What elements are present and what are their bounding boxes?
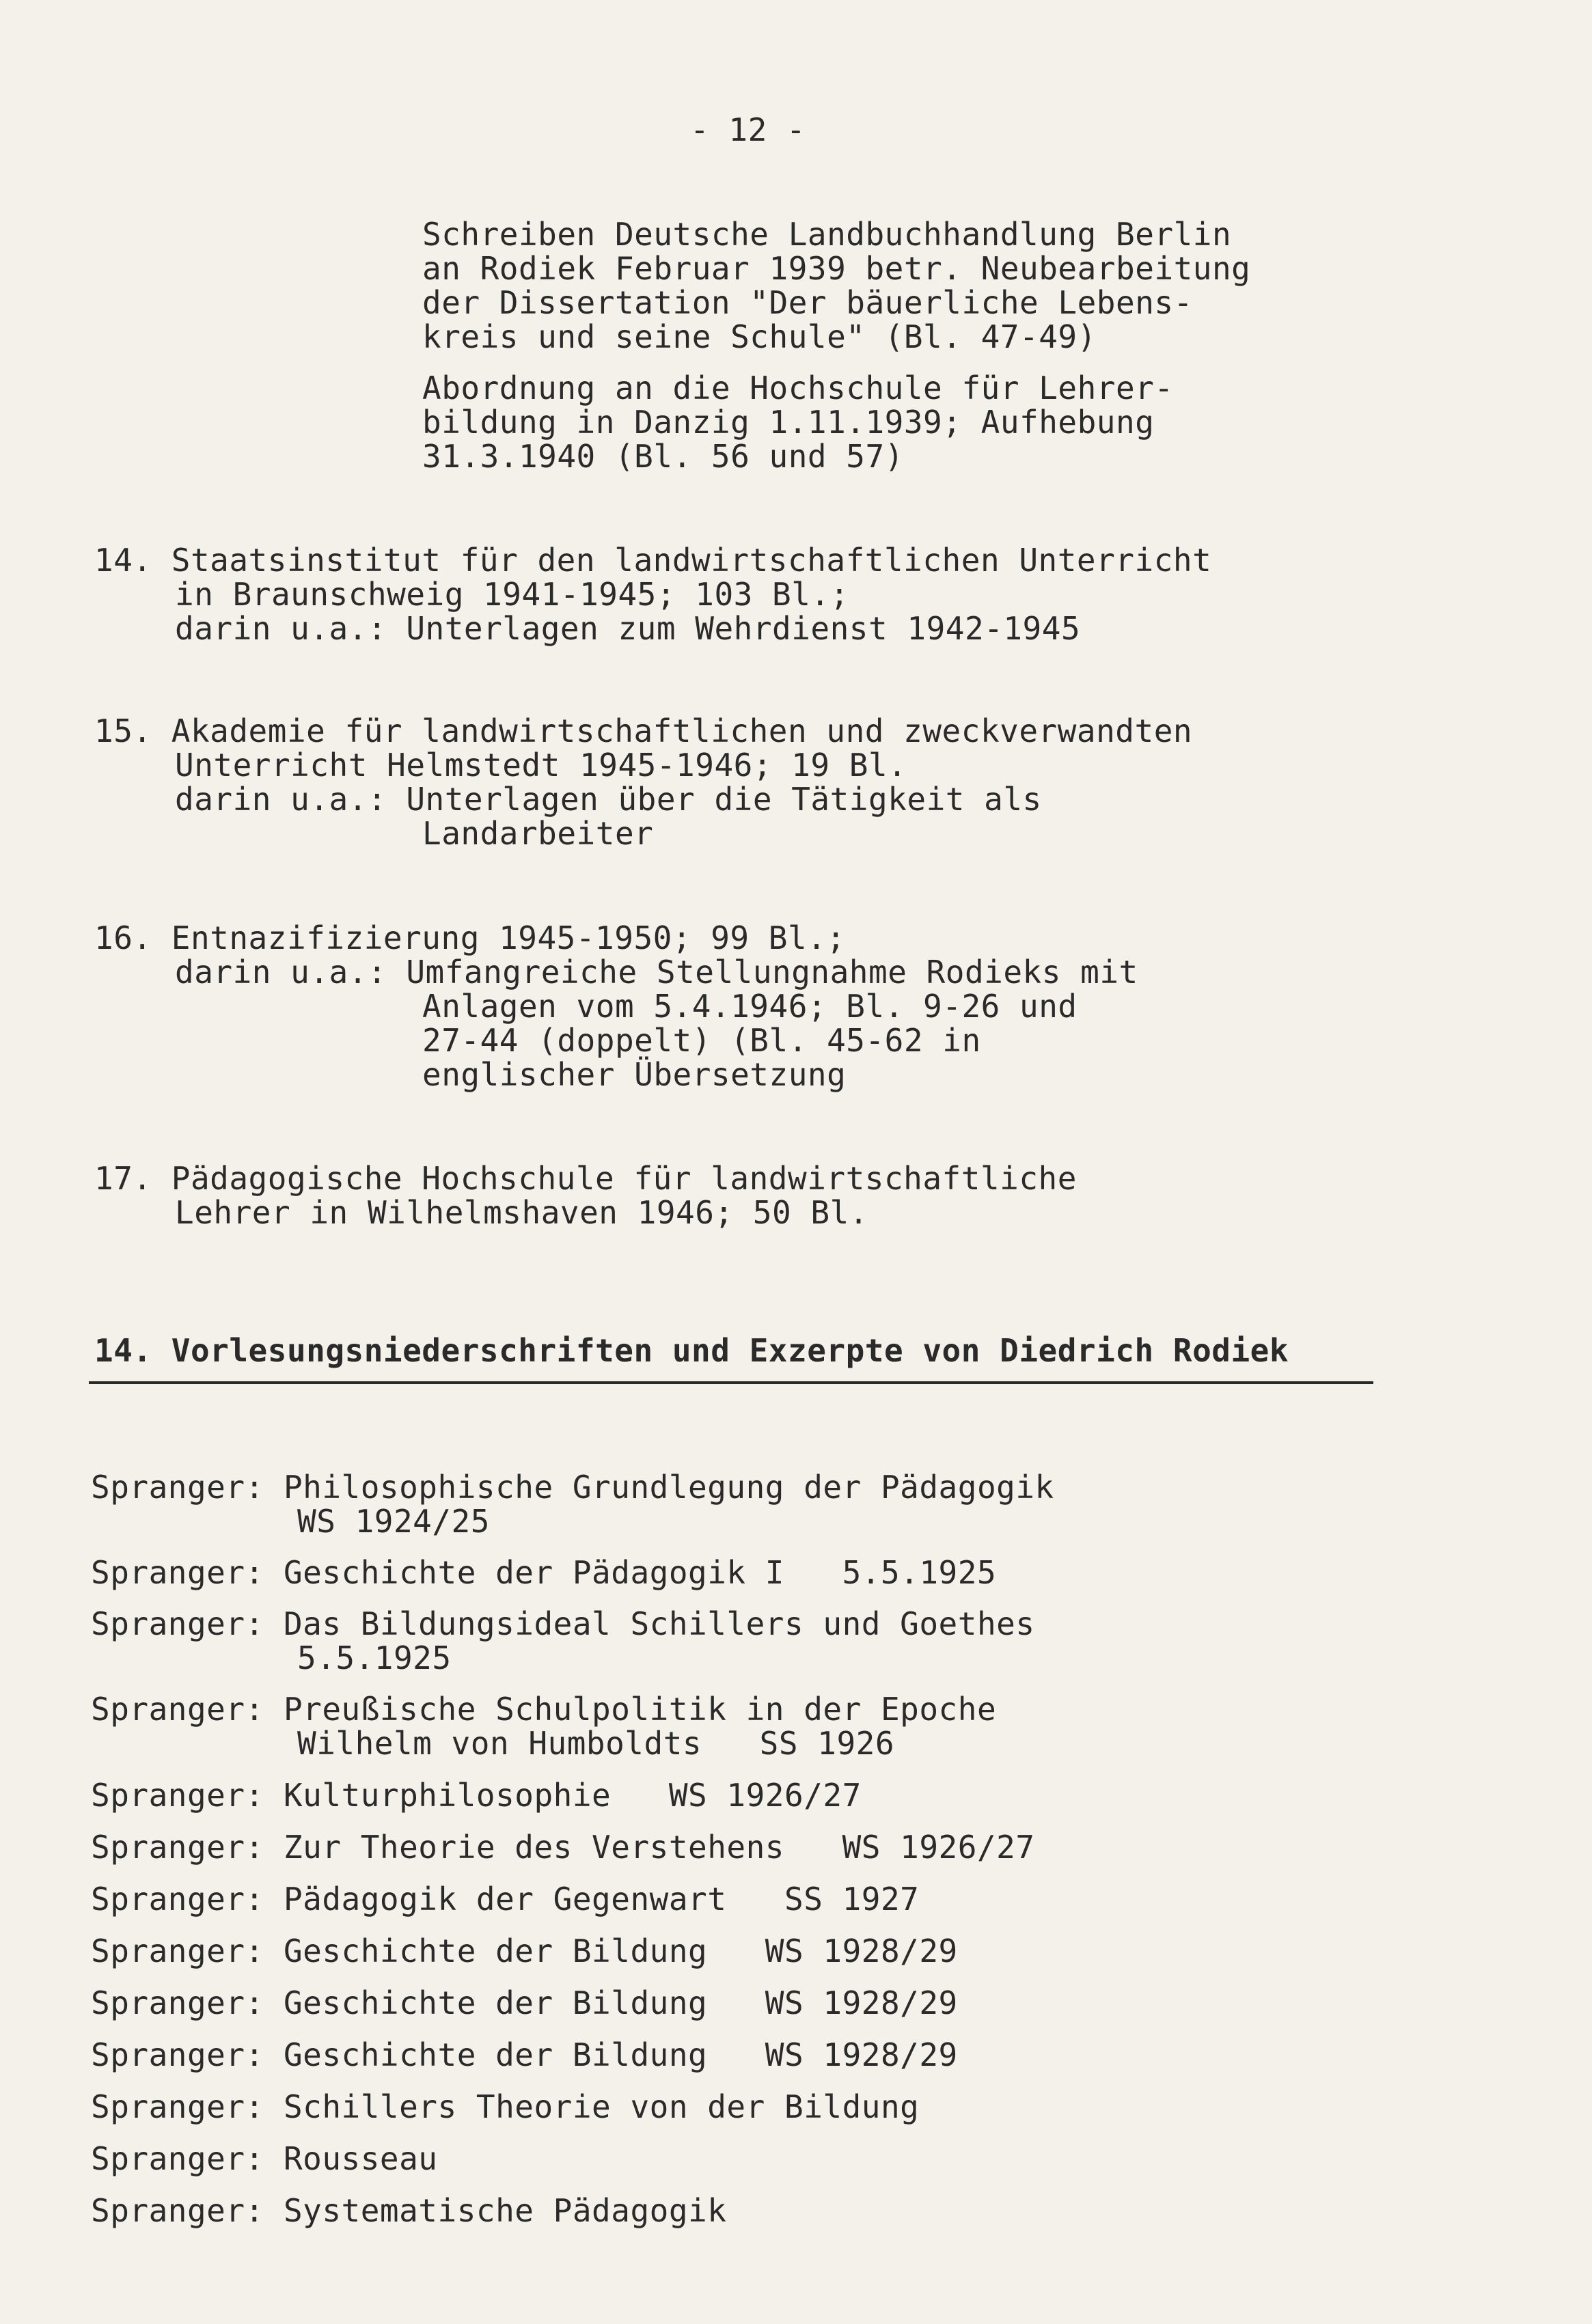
lecture-item-cont: 5.5.1925 — [297, 1640, 452, 1676]
text-line: Unterricht Helmstedt 1945-1946; 19 Bl. — [175, 747, 907, 784]
lecture-item: Spranger: Systematische Pädagogik — [91, 2192, 727, 2229]
lecture-item: Spranger: Geschichte der Pädagogik I 5.5.1925 — [91, 1554, 997, 1591]
lecture-item: Spranger: Zur Theorie des Verstehens WS 1926/27 — [91, 1829, 1035, 1866]
entry-15-title: 15. Akademie für landwirtschaftlichen und zweckverwandten — [94, 713, 1193, 749]
entry-14-title: 14. Staatsinstitut für den landwirtschaftlichen Unterricht — [94, 542, 1212, 579]
text-line: in Braunschweig 1941-1945; 103 Bl.; — [175, 576, 849, 613]
entry-17-title: 17. Pädagogische Hochschule für landwirtschaftliche — [94, 1160, 1077, 1197]
lecture-item: Spranger: Pädagogik der Gegenwart SS 1927 — [91, 1881, 920, 1918]
text-line: darin u.a.: Unterlagen über die Tätigkeit als — [175, 781, 1042, 818]
lecture-item: Spranger: Geschichte der Bildung WS 1928/29 — [91, 1933, 958, 1969]
text-line: darin u.a.: Unterlagen zum Wehrdienst 1942-1945 — [175, 610, 1081, 647]
lecture-item-cont: Wilhelm von Humboldts SS 1926 — [297, 1725, 895, 1762]
text-line: Anlagen vom 5.4.1946; Bl. 9-26 und — [422, 988, 1078, 1025]
text-line: darin u.a.: Umfangreiche Stellungnahme Rodieks mit — [175, 954, 1138, 991]
lecture-item: Spranger: Geschichte der Bildung WS 1928/29 — [91, 1984, 958, 2021]
text-line: kreis und seine Schule" (Bl. 47-49) — [422, 318, 1097, 355]
text-line: bildung in Danzig 1.11.1939; Aufhebung — [422, 404, 1155, 441]
text-line: englischer Übersetzung — [422, 1056, 847, 1093]
heading-underline — [89, 1381, 1373, 1384]
lecture-item-cont: WS 1924/25 — [297, 1503, 490, 1540]
text-line: Abordnung an die Hochschule für Lehrer- — [422, 370, 1174, 406]
lecture-item: Spranger: Kulturphilosophie WS 1926/27 — [91, 1777, 862, 1814]
text-line: an Rodiek Februar 1939 betr. Neubearbeitung — [422, 250, 1251, 287]
lecture-item: Spranger: Das Bildungsideal Schillers und Goethes — [91, 1605, 1035, 1642]
lecture-item: Spranger: Geschichte der Bildung WS 1928/29 — [91, 2036, 958, 2073]
lecture-item: Spranger: Preußische Schulpolitik in der Epoche — [91, 1691, 997, 1728]
text-line: der Dissertation "Der bäuerliche Lebens- — [422, 284, 1193, 321]
section-heading: 14. Vorlesungsniederschriften und Exzerpte von Diedrich Rodiek — [94, 1332, 1289, 1369]
page-number: - 12 - — [690, 111, 806, 148]
lecture-item: Spranger: Philosophische Grundlegung der Pädagogik — [91, 1469, 1054, 1506]
text-line: 27-44 (doppelt) (Bl. 45-62 in — [422, 1022, 981, 1059]
text-line: 31.3.1940 (Bl. 56 und 57) — [422, 438, 904, 475]
lecture-item: Spranger: Rousseau — [91, 2140, 438, 2177]
text-line: Schreiben Deutsche Landbuchhandlung Berlin — [422, 216, 1232, 253]
entry-16-title: 16. Entnazifizierung 1945-1950; 99 Bl.; — [94, 919, 846, 956]
text-line: Landarbeiter — [422, 815, 654, 852]
lecture-item: Spranger: Schillers Theorie von der Bildung — [91, 2088, 920, 2125]
text-line: Lehrer in Wilhelmshaven 1946; 50 Bl. — [175, 1194, 868, 1231]
